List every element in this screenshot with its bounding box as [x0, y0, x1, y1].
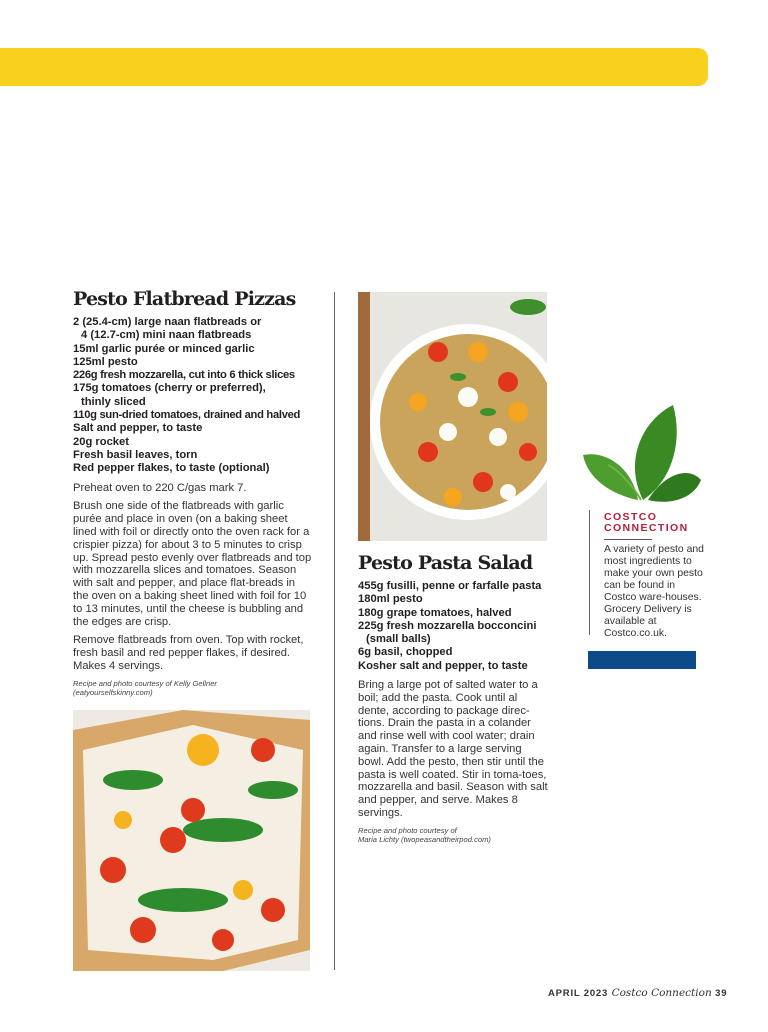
- footer-date: APRIL 2023: [548, 988, 609, 999]
- pasta-ingredients: [358, 580, 553, 673]
- ingredient: 110g sun-dried tomatoes, drained and halved: [73, 409, 301, 422]
- ingredient: Fresh basil leaves, torn: [73, 448, 198, 461]
- basil-image: [583, 400, 703, 506]
- pasta-recipe: [358, 552, 553, 845]
- ingredient: 180ml pesto: [358, 593, 423, 606]
- pasta-title: Pesto Pasta Salad: [358, 552, 533, 574]
- credit-line: Recipe and photo courtesy of: [358, 825, 457, 835]
- ingredient: thinly sliced: [81, 395, 146, 408]
- column-divider: [334, 292, 335, 970]
- pizza-recipe: [73, 288, 313, 698]
- credit-line: (eatyourselfskinny.com): [73, 688, 153, 698]
- ingredient: Kosher salt and pepper, to taste: [358, 659, 528, 672]
- ingredient: Red pepper flakes, to taste (optional): [73, 462, 270, 475]
- ingredient: Salt and pepper, to taste: [73, 422, 203, 435]
- pizza-title: Pesto Flatbread Pizzas: [73, 288, 296, 310]
- sidebar-text: A variety of pesto and most ingredients to make your own pesto can be found in Costco ware-houses. Grocery Delivery is available at Costco.co.uk.: [604, 544, 704, 639]
- ingredient: 2 (25.4-cm) large naan flatbreads or: [73, 316, 262, 328]
- ingredient: 226g fresh mozzarella, cut into 6 thick slices: [73, 369, 295, 382]
- pizza-ingredients: [73, 316, 313, 476]
- ingredient: 225g fresh mozzarella bocconcini: [358, 619, 537, 632]
- step: Brush one side of the flatbreads with garlic purée and place in oven (on a baking sheet lined with foil or directly onto the oven rack for a crispier pizza) for about 3 to 5 minutes to crisp up. Spread pesto evenly over flatbreads and top with mozzarella slices and tomatoes. Season with salt and pepper, and place flat-breads in the oven on a baking sheet lined with foil for 10 to 13 minutes, until the cheese is bubbling and the edges are crisp.: [73, 500, 312, 628]
- ingredient: 175g tomatoes (cherry or preferred),: [73, 382, 266, 395]
- credit-line: Maria Lichty (twopeasandtheirpod.com): [358, 835, 491, 845]
- ingredient: 180g grape tomatoes, halved: [358, 606, 512, 619]
- ingredient: 6g basil, chopped: [358, 646, 453, 659]
- ingredient: 20g rocket: [73, 435, 129, 448]
- ingredient: 4 (12.7-cm) mini naan flatbreads: [81, 329, 252, 342]
- sidebar-heading: CONNECTION: [604, 522, 689, 534]
- header-yellow-bar: [0, 48, 708, 86]
- footer-magazine: Costco Connection: [611, 987, 712, 999]
- step: Remove flatbreads from oven. Top with rocket, fresh basil and red pepper flakes, if desired. Makes 4 servings.: [73, 634, 304, 672]
- ingredient: 125ml pesto: [73, 355, 138, 368]
- pizza-credit: [73, 679, 313, 698]
- credit-line: Recipe and photo courtesy of Kelly Gellner: [73, 678, 217, 688]
- blue-bar: [588, 651, 696, 669]
- pasta-photo: [358, 292, 547, 541]
- page-footer: [548, 987, 727, 999]
- ingredient: (small balls): [366, 633, 431, 646]
- costco-connection-sidebar: [604, 512, 704, 640]
- step: Preheat oven to 220 C/gas mark 7.: [73, 481, 247, 494]
- ingredient: 455g fusilli, penne or farfalle pasta: [358, 580, 542, 592]
- sidebar-rule: [604, 539, 652, 540]
- ingredient: 15ml garlic purée or minced garlic: [73, 342, 255, 355]
- sidebar-heading: COSTCO: [604, 511, 658, 523]
- sidebar-divider: [589, 510, 590, 635]
- pizza-photo: [73, 710, 310, 971]
- pasta-credit: [358, 826, 553, 845]
- step: Bring a large pot of salted water to a boil; add the pasta. Cook until al dente, according to package direc-tions. Drain the pasta in a colander and rinse well with cool water; drain again. Transfer to a large serving bowl. Add the pesto, then stir until the pasta is well coated. Stir in toma-toes, mozzarella and basil. Season with salt and pepper, and serve. Makes 8 servings.: [358, 679, 548, 820]
- page-number: 39: [715, 988, 728, 999]
